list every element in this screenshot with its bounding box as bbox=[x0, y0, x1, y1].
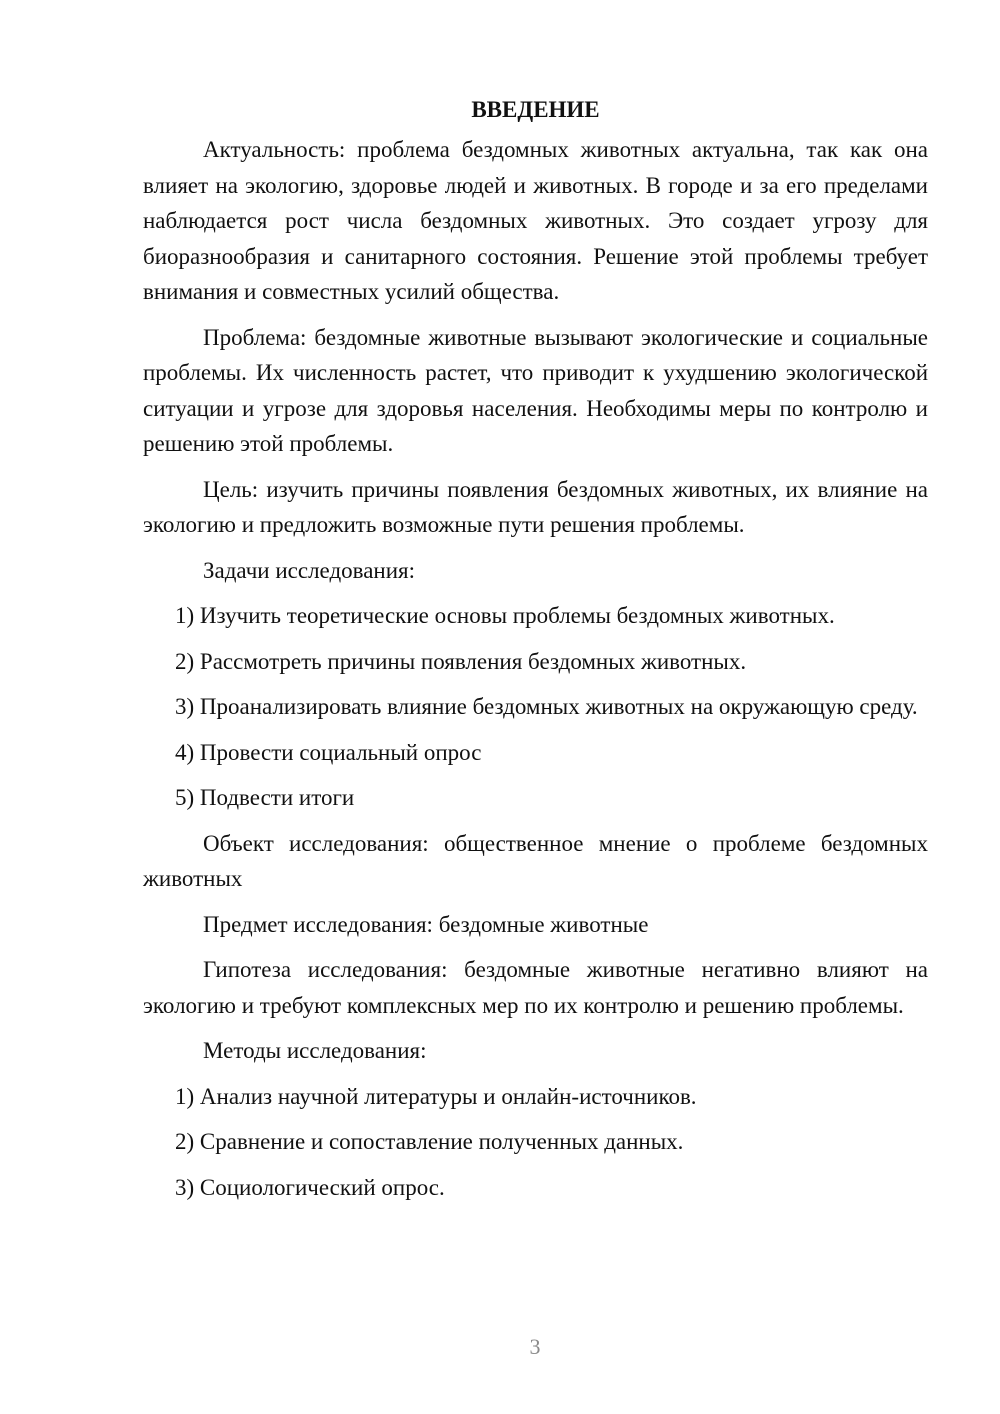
task-item-4: 4) Провести социальный опрос bbox=[175, 739, 482, 765]
relevance-paragraph: Актуальность: проблема бездомных животных актуальна, так как она влияет на экологию, здоровье людей и животных. В городе и за его пределами наблюдается рост числа бездомных животных. Это создает угрозу для биоразнообразия и санитарного состояния. Решение этой проблемы требует внимания и совместных усилий общества. bbox=[143, 137, 928, 304]
methods-heading: Методы исследования: bbox=[203, 1038, 427, 1063]
goal-paragraph: Цель: изучить причины появления бездомных животных, их влияние на экологию и предложить возможные пути решения проблемы. bbox=[143, 476, 928, 537]
document-page bbox=[143, 92, 928, 1215]
page-number: 3 bbox=[529, 1334, 541, 1359]
method-item-1: 1) Анализ научной литературы и онлайн-источников. bbox=[175, 1083, 697, 1109]
task-item-5: 5) Подвести итоги bbox=[175, 785, 355, 810]
object-paragraph: Объект исследования: общественное мнение о проблеме бездомных животных bbox=[143, 830, 928, 891]
page-title: ВВЕДЕНИЕ bbox=[471, 97, 600, 122]
method-item-3: 3) Социологический опрос. bbox=[175, 1174, 445, 1200]
tasks-heading: Задачи исследования: bbox=[203, 557, 416, 583]
subject-paragraph: Предмет исследования: бездомные животные bbox=[203, 911, 649, 937]
method-item-2: 2) Сравнение и сопоставление полученных данных. bbox=[175, 1129, 684, 1154]
task-item-3: 3) Проанализировать влияние бездомных животных на окружающую среду. bbox=[175, 694, 918, 719]
problem-paragraph: Проблема: бездомные животные вызывают экологические и социальные проблемы. Их численность растет, что приводит к ухудшению экологической ситуации и угрозе для здоровья населения. Необходимы меры по контролю и решению этой проблемы. bbox=[143, 324, 928, 456]
hypothesis-paragraph: Гипотеза исследования: бездомные животные негативно влияют на экологию и требуют комплексных мер по их контролю и решению проблемы. bbox=[143, 957, 928, 1018]
task-item-1: 1) Изучить теоретические основы проблемы бездомных животных. bbox=[175, 603, 835, 628]
task-item-2: 2) Рассмотреть причины появления бездомных животных. bbox=[175, 648, 747, 674]
